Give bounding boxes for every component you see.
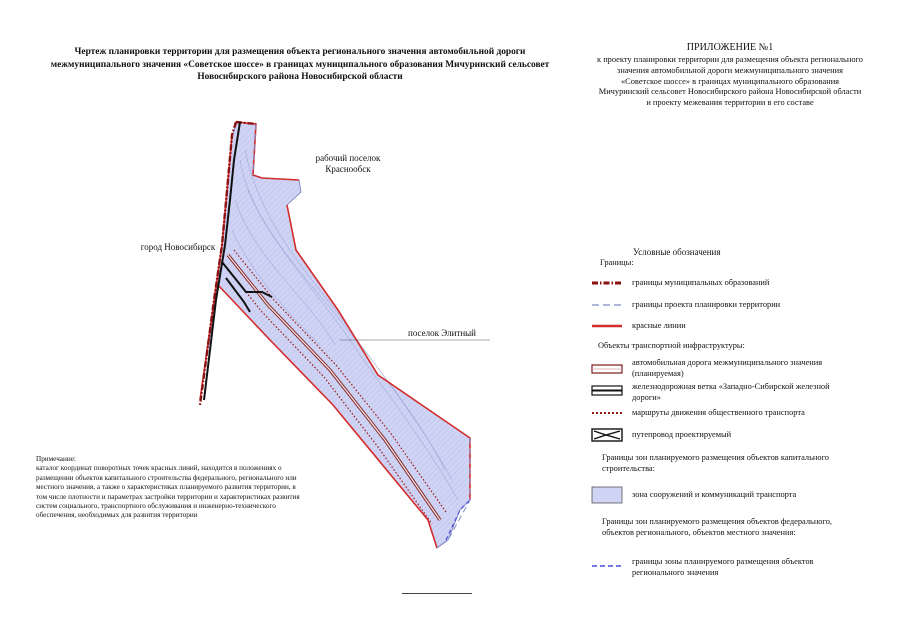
- legend-capital-heading: Границы зон планируемого размещения объектов капитального строительства:: [602, 453, 829, 473]
- legend-project-label: границы проекта планировки территории: [632, 300, 781, 309]
- legend-transport-heading: Объекты транспортной инфраструктуры:: [598, 341, 745, 350]
- note-block: [36, 455, 301, 521]
- appendix-heading: ПРИЛОЖЕНИЕ №1: [686, 42, 774, 53]
- label-elitny: поселок Элитный: [408, 328, 476, 338]
- legend-overpass-label: путепровод проектируемый: [632, 430, 732, 439]
- legend-railway-label: железнодорожная ветка «Западно-Сибирской железной дороги»: [632, 382, 830, 402]
- footer-rule: [402, 593, 472, 594]
- legend-municipal-label: границы муниципальных образований: [632, 278, 770, 287]
- legend-transport-zone-swatch: [592, 487, 622, 503]
- label-krasnoobsk: рабочий поселок Краснообск: [315, 153, 381, 174]
- appendix-text: к проекту планировки территории для размещения объекта регионального значения автомобильной дороги межмуниципального значения «Советское шоссе» в границах муниципального образования Мичуринский сельсовет Новосибирского района Новосибирской области и проекту межевания территории в его составе: [597, 55, 863, 108]
- note-text: каталог координат поворотных точек красных линий, находится в положениях о размещении объектов капитального строительства федерального, регионального или местного значения, а также о характеристиках планируемого развития территории, в том числе плотности и параметрах застройки территории и характеристиках развития систем социального, транспортного обслуживания и инженерно-технического обеспечения, необходимых для развития территории: [36, 464, 300, 520]
- legend-road-label: автомобильная дорога межмуниципального значения (планируемая): [632, 358, 823, 378]
- legend-bus-routes-label: маршруты движения общественного транспорта: [632, 408, 805, 417]
- legend-regional-heading: Границы зон планируемого размещения объектов федерального, объектов регионального, объектов местного значения:: [602, 517, 832, 537]
- legend-boundaries-heading: Границы:: [600, 258, 634, 267]
- legend-regional-boundary-label: границы зоны планируемого размещения объектов регионального значения: [632, 557, 814, 577]
- legend-overpass-swatch: [592, 429, 622, 441]
- legend-transport-zone-label: зона сооружений и коммуникаций транспорта: [632, 490, 797, 499]
- page-title: Чертеж планировки территории для размещения объекта регионального значения автомобильной дороги межмуниципального значения «Советское шоссе» в границах муниципального образования Мичуринский сельсовет Новосибирского района Новосибирской области: [50, 47, 550, 82]
- legend-title: Условные обозначения: [633, 247, 721, 257]
- note-heading: Примечание:: [36, 455, 76, 463]
- legend-red-lines-label: красные линии: [632, 321, 686, 330]
- legend-road-swatch: [592, 365, 622, 373]
- label-novosibirsk: город Новосибирск: [140, 242, 216, 252]
- legend-railway-swatch: [592, 386, 622, 395]
